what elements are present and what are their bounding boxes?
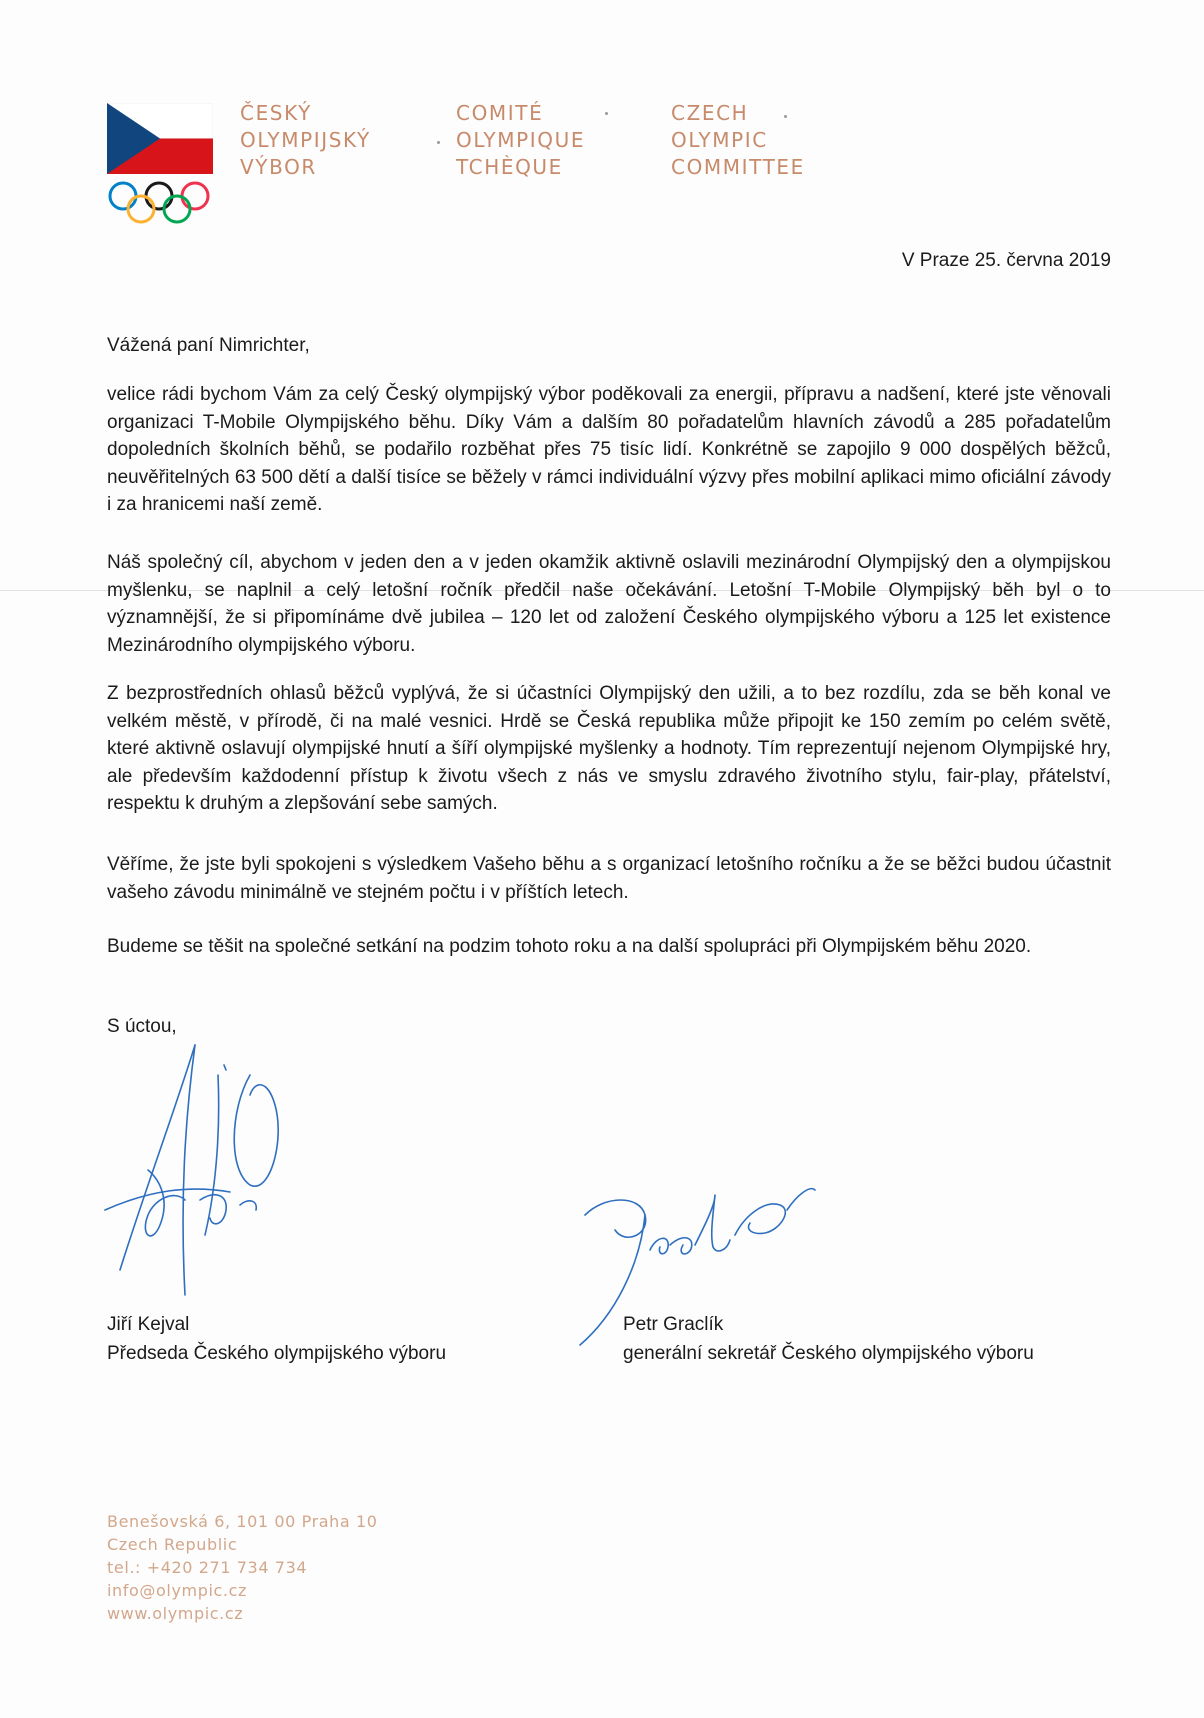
signatory-name: Petr Graclík — [623, 1314, 724, 1335]
letterhead-line: VÝBOR — [240, 155, 317, 179]
footer-web: www.olympic.cz — [107, 1604, 244, 1623]
letterhead-line: TCHÈQUE — [456, 155, 563, 179]
body-paragraph: Věříme, že jste byli spokojeni s výsledkem Vašeho běhu a s organizací letošního ročníku a že se běžci budou účastnit vašeho závodu minimálně ve stejném počtu i v příštích letech. — [107, 854, 1111, 903]
footer-address: Benešovská 6, 101 00 Praha 10 — [107, 1512, 378, 1531]
letterhead-czech — [240, 100, 371, 181]
letterhead-french — [456, 100, 585, 181]
scan-speck — [437, 141, 440, 144]
scan-speck — [605, 112, 608, 115]
footer-country: Czech Republic — [107, 1535, 238, 1554]
olympic-rings-logo — [106, 180, 213, 226]
body-paragraph: Z bezprostředních ohlasů běžců vyplývá, že si účastníci Olympijský den užili, a to bez rozdílu, zda se běh konal ve velkém městě, v přírodě, či na malé vesnici. Hrdě se Česká republika může připojit ke 150 zemím po celém světě, které aktivně oslavují olympijské hnutí a šíří olympijské myšlenky a hodnoty. Tím reprezentují nejenom Olympijské hry, ale především každodenní přístup k životu všech z nás ve smyslu zdravého životního stylu, fair-play, přátelství, respektu k druhým a zlepšování sebe samých. — [107, 683, 1111, 814]
body-paragraph: velice rádi bychom Vám za celý Český olympijský výbor poděkovali za energii, přípravu a nadšení, které jste věnovali organizaci T-Mobile Olympijského běhu. Díky Vám a dalším 80 pořadatelům hlavních závodů a 285 pořadatelům dopoledních školních běhů, se podařilo rozběhat přes 75 tisíc lidí. Konkrétně se zapojilo 9 000 dospělých běžců, neuvěřitelných 63 500 dětí a další tisíce se běžely v rámci individuální výzvy přes mobilní aplikaci mimo oficiální závody i za hranicemi naší země. — [107, 384, 1111, 515]
signatory-name: Jiří Kejval — [107, 1314, 190, 1335]
body-paragraph: Náš společný cíl, abychom v jeden den a v jeden okamžik aktivně oslavili mezinárodní Olympijský den a olympijskou myšlenku, se naplnil a celý letošní ročník předčil naše očekávání. Letošní T-Mobile Olympijský běh byl o to významnější, že si připomínáme dvě jubilea – 120 let od založení Českého olympijského výboru a 125 let existence Mezinárodního olympijského výboru. — [107, 552, 1111, 656]
closing: S úctou, — [107, 1016, 177, 1037]
letterhead-line: CZECH — [671, 101, 749, 125]
letterhead-line: COMMITTEE — [671, 155, 805, 179]
letterhead-line: OLYMPIC — [671, 128, 768, 152]
letterhead-line: COMITÉ — [456, 101, 544, 125]
czech-flag-logo — [107, 103, 213, 174]
footer-phone: tel.: +420 271 734 734 — [107, 1558, 308, 1577]
salutation: Vážená paní Nimrichter, — [107, 335, 310, 356]
letterhead-line: ČESKÝ — [240, 101, 312, 125]
letterhead-line: OLYMPIQUE — [456, 128, 586, 152]
scan-speck — [784, 115, 787, 118]
signatory-title: generální sekretář Českého olympijského výboru — [623, 1343, 1034, 1364]
signature-kejval — [100, 1020, 330, 1320]
footer-email: info@olympic.cz — [107, 1581, 247, 1600]
body-paragraph: Budeme se těšit na společné setkání na podzim tohoto roku a na další spolupráci při Olympijském běhu 2020. — [107, 936, 1032, 957]
signatory-title: Předseda Českého olympijského výboru — [107, 1343, 447, 1364]
letterhead-english — [671, 100, 805, 181]
letterhead-line: OLYMPIJSKÝ — [240, 128, 371, 152]
letter-date: V Praze 25. června 2019 — [901, 250, 1111, 271]
footer-contact — [107, 1510, 378, 1625]
